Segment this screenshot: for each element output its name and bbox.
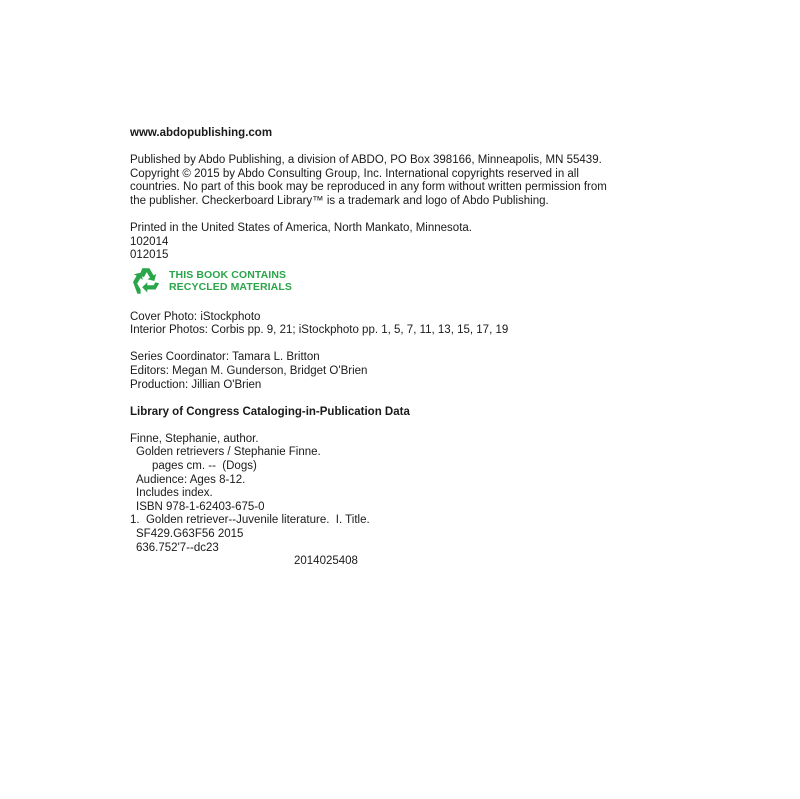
recycled-label — [169, 269, 292, 293]
photo-credits — [130, 311, 670, 338]
series-coordinator: Series Coordinator: Tamara L. Britton — [130, 351, 320, 364]
production: Production: Jillian O'Brien — [130, 378, 262, 391]
recycle-icon — [130, 265, 162, 297]
cip-isbn: ISBN 978-1-62403-675-0 — [136, 500, 265, 513]
recycled-label-line-1: THIS BOOK CONTAINS — [169, 268, 287, 281]
cip-heading-block — [130, 406, 670, 420]
website-block — [130, 127, 670, 141]
cip-heading: Library of Congress Cataloging-in-Publication Data — [130, 405, 410, 418]
printed-location: Printed in the United States of America, North Mankato, Minnesota. — [130, 222, 472, 235]
recycled-label-line-2: RECYCLED MATERIALS — [169, 280, 292, 293]
interior-photo-credit: Interior Photos: Corbis pp. 9, 21; iStockphoto pp. 1, 5, 7, 11, 13, 15, 17, 19 — [130, 324, 509, 337]
print-code: 012015 — [130, 249, 169, 262]
recycled-materials-badge — [130, 265, 670, 297]
copyright-line: Copyright © 2015 by Abdo Consulting Group, Inc. International copyrights reserved in all — [130, 167, 579, 180]
cip-title: Golden retrievers / Stephanie Finne. — [136, 446, 321, 459]
publisher-line: Published by Abdo Publishing, a division of ABDO, PO Box 398166, Minneapolis, MN 55439. — [130, 154, 602, 167]
cover-photo-credit: Cover Photo: iStockphoto — [130, 310, 261, 323]
cip-pages: pages cm. -- (Dogs) — [152, 460, 257, 473]
cip-dewey: 636.752'7--dc23 — [136, 541, 219, 554]
printing-block — [130, 222, 670, 263]
rights-line: countries. No part of this book may be reproduced in any form without written permission from — [130, 181, 607, 194]
cip-subject: 1. Golden retriever--Juvenile literature. I. Title. — [130, 514, 370, 527]
print-code: 102014 — [130, 235, 169, 248]
cip-lccn: 2014025408 — [294, 555, 358, 568]
trademark-line: the publisher. Checkerboard Library™ is a trademark and logo of Abdo Publishing. — [130, 194, 549, 207]
cip-audience: Audience: Ages 8-12. — [136, 473, 246, 486]
staff-credits — [130, 351, 670, 392]
cip-lc-class: SF429.G63F56 2015 — [136, 528, 244, 541]
editors: Editors: Megan M. Gunderson, Bridget O'Brien — [130, 364, 368, 377]
publisher-block — [130, 154, 670, 208]
cip-index: Includes index. — [136, 487, 213, 500]
cip-record — [130, 433, 670, 569]
copyright-page — [130, 127, 670, 569]
cip-author: Finne, Stephanie, author. — [130, 432, 259, 445]
website-url[interactable]: www.abdopublishing.com — [130, 127, 273, 139]
